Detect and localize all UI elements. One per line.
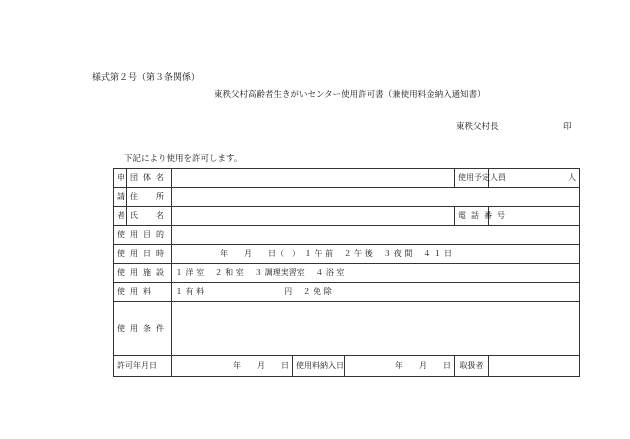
datetime-field[interactable]: 年 月 日（ ） １ 午 前 ２ 午 後 ３ 夜 間 ４ １ 日 <box>172 245 580 264</box>
row-conditions <box>114 302 580 356</box>
name-field[interactable] <box>172 207 455 226</box>
row-purpose <box>114 226 580 245</box>
address-field[interactable] <box>172 188 580 207</box>
purpose-label: 使用目的 <box>114 226 172 245</box>
applicant-mark-1: 申 <box>114 169 127 188</box>
payment-date-field[interactable]: 年 月 日 <box>345 356 455 377</box>
permit-date-field[interactable]: 年 月 日 <box>172 356 293 377</box>
row-address <box>114 188 580 207</box>
datetime-label: 使用日時 <box>114 245 172 264</box>
row-facility <box>114 264 580 283</box>
fee-label: 使用料 <box>114 283 172 302</box>
address-label: 住 所 <box>127 188 172 207</box>
handler-field[interactable] <box>489 356 580 377</box>
row-group-name <box>114 169 580 188</box>
planned-users-label: 使用予定人員 <box>455 169 489 188</box>
group-name-field[interactable] <box>172 169 455 188</box>
purpose-field[interactable] <box>172 226 580 245</box>
fee-field[interactable]: １ 有 料 円 ２ 免 除 <box>172 283 580 302</box>
conditions-field[interactable] <box>172 302 580 356</box>
issuer-name: 東秩父村長 <box>456 122 499 132</box>
group-name-label: 団体名 <box>127 169 172 188</box>
phone-label: 電話番号 <box>455 207 489 226</box>
permit-date-label: 許可年月日 <box>114 356 172 377</box>
name-label: 氏 名 <box>127 207 172 226</box>
intro-text: 下記により使用を許可します。 <box>124 154 243 164</box>
facility-label: 使用施設 <box>114 264 172 283</box>
document-title: 東秩父村高齢者生きがいセンター使用許可書（兼使用料金納入通知書） <box>214 90 486 100</box>
form-number: 様式第２号（第３条関係） <box>92 73 201 83</box>
row-datetime <box>114 245 580 264</box>
permit-form-table <box>113 168 580 377</box>
handler-label: 取扱者 <box>455 356 489 377</box>
facility-field[interactable]: １ 洋 室 ２ 和 室 ３ 調理実習室 ４ 浴 室 <box>172 264 580 283</box>
applicant-mark-3: 者 <box>114 207 127 226</box>
payment-date-label: 使用料納入日 <box>293 356 345 377</box>
row-permit <box>114 356 580 377</box>
seal-mark: 印 <box>563 122 572 132</box>
row-fee <box>114 283 580 302</box>
people-unit: 人 <box>568 173 577 182</box>
conditions-label: 使用条件 <box>114 302 172 356</box>
row-name <box>114 207 580 226</box>
applicant-mark-2: 請 <box>114 188 127 207</box>
